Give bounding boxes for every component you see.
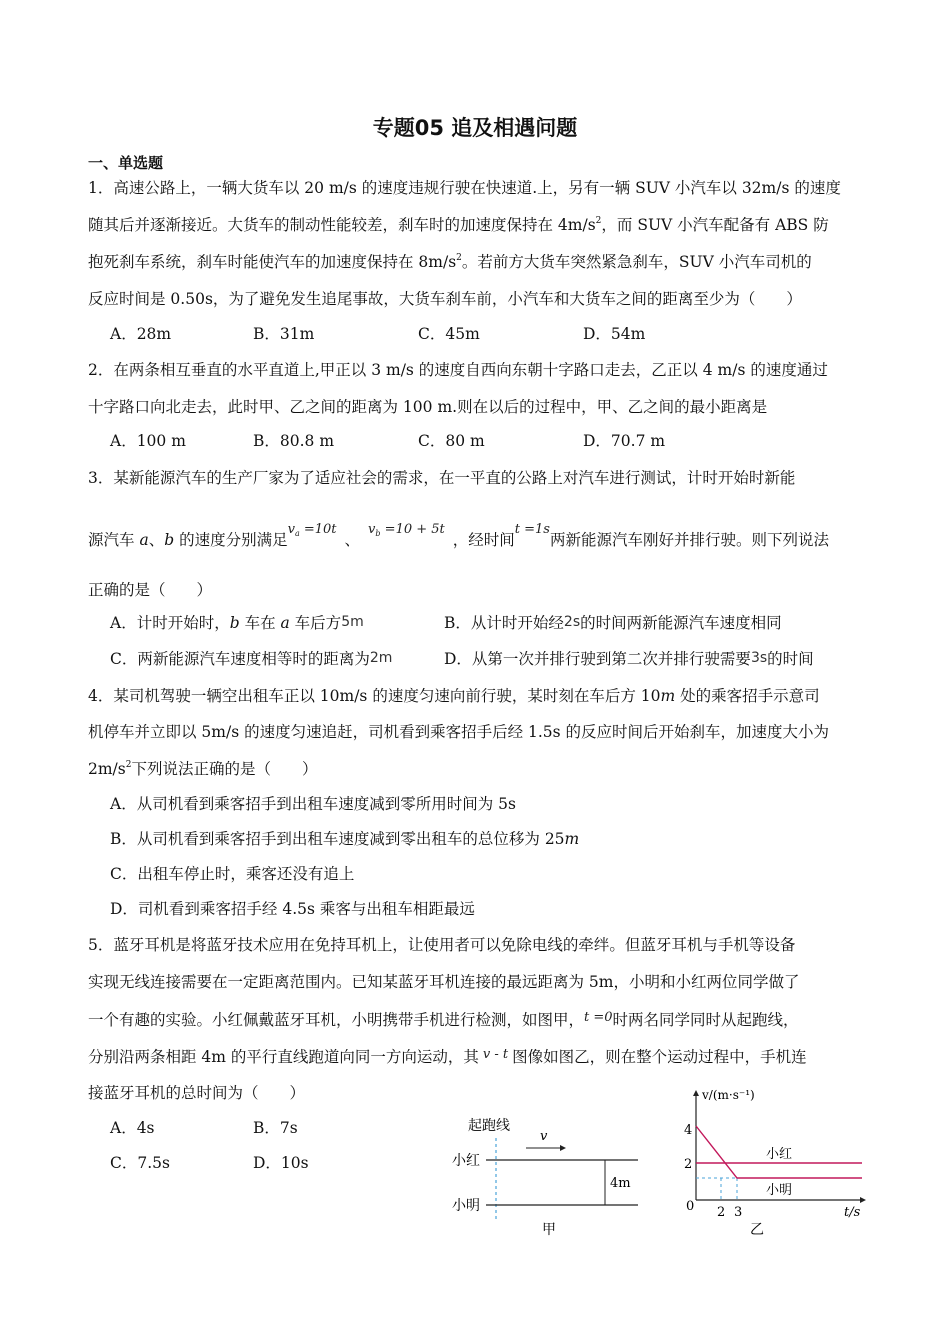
q3-line-1: 3．某新能源汽车的生产厂家为了适应社会的需求，在一平直的公路上对汽车进行测试，计时开始时新能	[88, 469, 796, 487]
q1-line-4: 反应时间是 0.50s，为了避免发生追尾事故，大货车刹车前，小汽车和大货车之间的距离至少为（ ）	[88, 290, 802, 308]
page-title: 专题05 追及相遇问题	[372, 116, 578, 140]
ming-lane-label: 小明	[452, 1198, 480, 1214]
q4-line-1: 4．某司机驾驶一辆空出租车正以 10m/s 的速度匀速向前行驶，某时刻在车后方 10m 处的乘客招手示意司	[88, 687, 820, 705]
figure-yi-caption: 乙	[750, 1222, 764, 1238]
q5-line-3: 一个有趣的实验。小红佩戴蓝牙耳机，小明携带手机进行检测，如图甲，$^{t =0}$时两名同学同时从起跑线，	[88, 1010, 799, 1029]
red-series-label: 小红	[766, 1147, 793, 1162]
q3-option-a: A．计时开始时，b 车在 a 车后方5m	[110, 614, 364, 632]
q3-option-b: B．从计时开始经2s的时间两新能源汽车速度相同	[444, 614, 782, 632]
x-axis-label: t/s	[844, 1205, 861, 1220]
q5-line-2: 实现无线连接需要在一定距离范围内。已知某蓝牙耳机连接的最远距离为 5m，小明和小红两位同学做了	[88, 973, 800, 991]
y-arrow-icon	[693, 1090, 699, 1096]
q4-line-2: 机停车并立即以 5m/s 的速度匀速追赶，司机看到乘客招手后经 1.5s 的反应时间后开始刹车，加速度大小为	[88, 723, 830, 741]
q1-option-a: A．28m	[110, 325, 172, 343]
x-arrow-icon	[860, 1197, 866, 1203]
vb-equation: vb =10 + 5t	[368, 522, 445, 538]
q2-option-d: D．70.7 m	[583, 432, 666, 450]
q2-option-b: B．80.8 m	[253, 432, 335, 450]
q5-line-4: 分别沿两条相距 4m 的平行直线跑道向同一方向运动，其 $^{v - t}$ 图像如图乙，则在整个运动过程中，手机连	[88, 1047, 807, 1066]
q5-option-c: C．7.5s	[110, 1154, 170, 1172]
origin-label: 0	[686, 1199, 695, 1214]
q3-option-c: C．两新能源汽车速度相等时的距离为2m	[110, 650, 393, 668]
q4-option-c: C．出租车停止时，乘客还没有追上	[110, 865, 355, 883]
t-equation: t =1s	[514, 522, 550, 537]
figure-yi	[680, 1082, 870, 1242]
x-tick-2: 2	[717, 1205, 726, 1220]
x-tick-3: 3	[734, 1205, 743, 1220]
arrowhead-icon	[560, 1145, 566, 1151]
start-line-label: 起跑线	[468, 1118, 510, 1134]
q1-option-c: C．45m	[418, 325, 480, 343]
y-tick-2: 2	[684, 1157, 693, 1172]
distance-label: 4m	[610, 1176, 631, 1191]
q4-option-a: A．从司机看到乘客招手到出租车速度减到零所用时间为 5s	[110, 795, 516, 813]
q2-option-a: A．100 m	[110, 432, 186, 450]
t0-equation: t =0	[584, 1010, 613, 1025]
q2-option-c: C．80 m	[418, 432, 485, 450]
ming-series-label: 小明	[766, 1183, 793, 1198]
q1-option-b: B．31m	[253, 325, 315, 343]
q1-line-2: 随其后并逐渐接近。大货车的制动性能较差，刹车时的加速度保持在 $4m/s^2$，而 SUV 小汽车配备有 ABS 防	[88, 216, 829, 234]
q3-line-3: 正确的是（ ）	[88, 581, 213, 599]
q5-line-1: 5．蓝牙耳机是将蓝牙技术应用在免持耳机上，让使用者可以免除电线的牵绊。但蓝牙耳机与手机等设备	[88, 936, 796, 954]
y-tick-4: 4	[684, 1123, 693, 1138]
q5-option-d: D．10s	[253, 1154, 309, 1172]
q2-line-1: 2．在两条相互垂直的水平直道上,甲正以 3 m/s 的速度自西向东朝十字路口走去，乙正以 4 m/s 的速度通过	[88, 361, 828, 379]
va-equation: va =10t	[287, 522, 337, 538]
q1-line-1: 1．高速公路上，一辆大货车以 20 m/s 的速度违规行驶在快速道.上，另有一辆 SUV 小汽车以 32m/s 的速度	[88, 179, 841, 197]
q3-line-2: 源汽车 a、b 的速度分别满足$^{v_a =10t}$、$^{v_b =10 + 5t}$，经时间$^{t =1s}$两新能源汽车刚好并排行驶。则下列说法	[88, 522, 829, 549]
q4-option-b: B．从司机看到乘客招手到出租车速度减到零出租车的总位移为 25m	[110, 830, 580, 848]
figure-jia	[450, 1110, 650, 1240]
q1-line-3: 抱死刹车系统，刹车时能使汽车的加速度保持在 $8m/s^2$。若前方大货车突然紧急刹车，SUV 小汽车司机的	[88, 253, 812, 271]
red-lane-label: 小红	[452, 1153, 480, 1169]
vt-label: v - t	[482, 1047, 509, 1062]
q5-option-b: B．7s	[253, 1119, 298, 1137]
q4-line-3: $2m/s^2$下列说法正确的是（ ）	[88, 760, 318, 778]
section-heading: 一、单选题	[88, 154, 164, 172]
q3-option-d: D．从第一次并排行驶到第二次并排行驶需要3s的时间	[444, 650, 814, 668]
figure-jia-caption: 甲	[542, 1222, 556, 1238]
velocity-label: v	[540, 1129, 548, 1144]
y-axis-label: v/(m·s⁻¹)	[702, 1088, 755, 1102]
q4-option-d: D．司机看到乘客招手经 4.5s 乘客与出租车相距最远	[110, 900, 475, 918]
q5-line-5: 接蓝牙耳机的总时间为（ ）	[88, 1084, 306, 1102]
q2-line-2: 十字路口向北走去，此时甲、乙之间的距离为 100 m.则在以后的过程中，甲、乙之间的最小距离是	[88, 398, 768, 416]
q5-option-a: A．4s	[110, 1119, 155, 1137]
q1-option-d: D．54m	[583, 325, 646, 343]
